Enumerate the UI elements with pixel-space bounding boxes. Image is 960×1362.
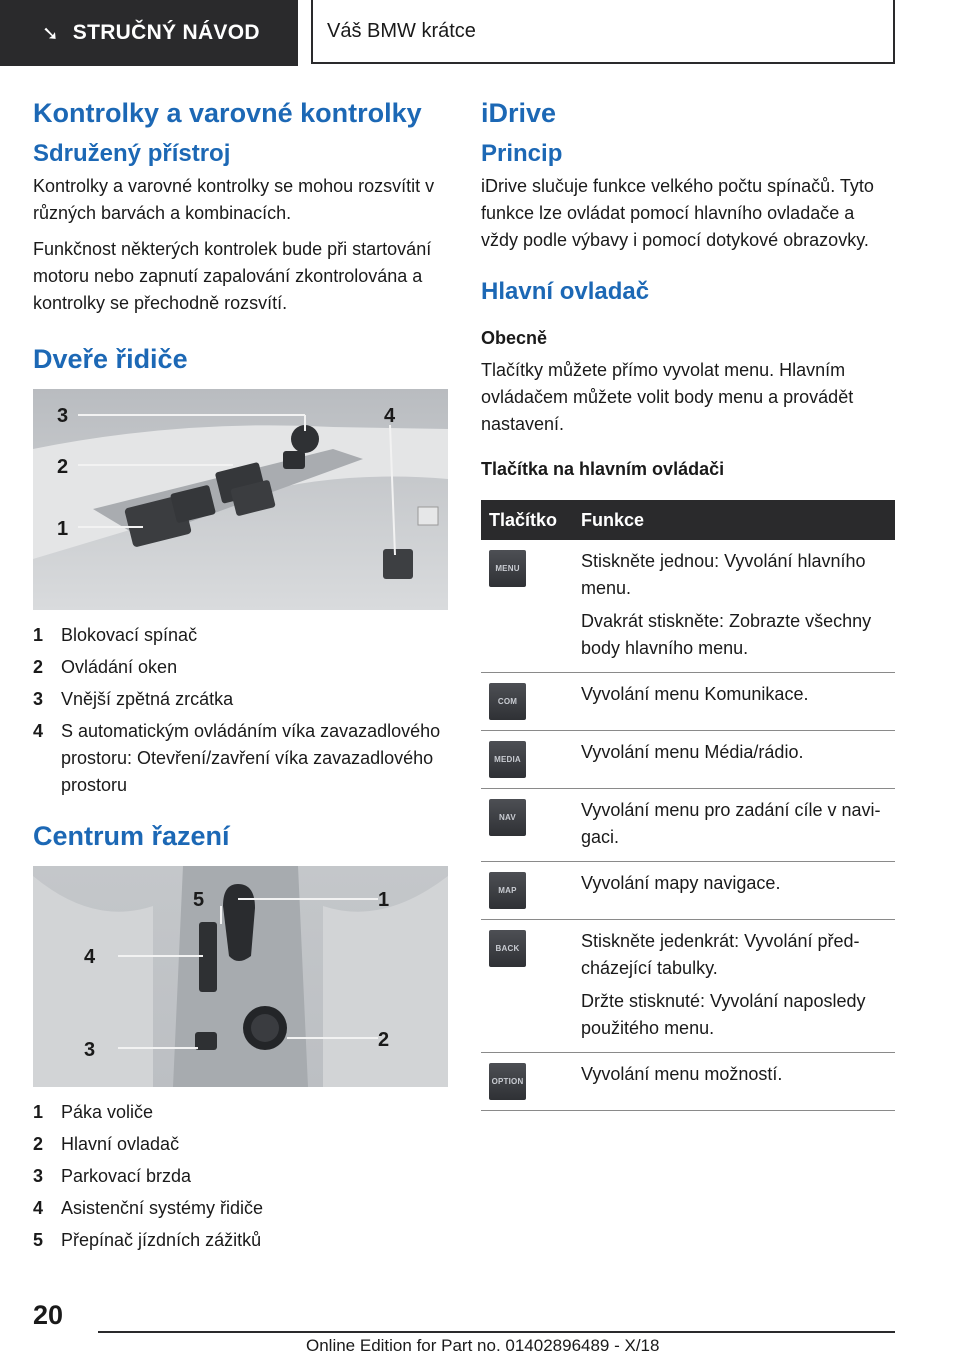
legend-item [33,718,448,799]
table-header-row [481,500,895,540]
legend-text: Přepínač jízdních zážitků [61,1230,262,1250]
left-column [33,96,448,1259]
button-cell [481,673,573,731]
function-cell [573,862,895,920]
section-title: Kontrolky a varovné kontrolky [33,98,422,128]
center-callout-1: 1 [378,889,390,911]
legend-number: 4 [33,1198,44,1218]
idrive-title: iDrive [481,98,557,128]
shift-center-legend [33,1099,448,1254]
principle-title: Princip [481,140,563,167]
legend-number: 4 [33,721,44,741]
general-title: Obecně [481,328,548,348]
button-cell [481,789,573,862]
back-button-icon: BACK [489,930,526,967]
legend-item [33,1131,448,1158]
function-cell [573,789,895,862]
footer-divider [98,1331,895,1333]
button-cell [481,1053,573,1111]
table-row [481,920,895,1053]
map-button-icon: MAP [489,872,526,909]
door-callout-4: 4 [384,405,396,427]
door-callout-3: 3 [57,405,69,427]
legend-number: 3 [33,689,44,709]
legend-number: 2 [33,1134,44,1154]
function-text: Stiskněte jedenkrát: Vyvolání předcházející tabulky. [581,931,860,978]
legend-item [33,1099,448,1126]
page-header [0,0,960,66]
button-cell [481,862,573,920]
legend-text: S automatickým ovládáním víka zavazadlového prostoru: Otevření/zavření víka zavazadlového prostoru [61,721,441,795]
general-text: Tlačítky můžete přímo vyvolat menu. Hlavním ovládačem můžete volit body menu a provádět nastavení. [481,360,854,434]
door-title: Dveře řidiče [33,344,188,374]
legend-item [33,622,448,649]
pin-icon: ➘ [42,22,59,45]
legend-number: 3 [33,1166,44,1186]
legend-text: Blokovací spínač [61,625,198,645]
media-button-icon: MEDIA [489,741,526,778]
door-legend [33,622,448,799]
driver-door-illustration [33,389,448,610]
door-callout-2: 2 [57,456,69,478]
function-cell [573,1053,895,1111]
function-text: Stiskněte jednou: Vyvolání hlavního menu. [581,551,866,598]
table-row [481,862,895,920]
legend-text: Páka voliče [61,1102,154,1122]
function-text: Vyvolání menu Komunikace. [581,684,809,704]
table-row [481,540,895,673]
legend-text: Ovládání oken [61,657,178,677]
legend-text: Hlavní ovladač [61,1134,180,1154]
principle-text: iDrive slučuje funkce velkého počtu spínačů. Tyto funkce lze ovládat pomocí hlavního ovladače a vždy podle výbavy i pomocí dotykové obrazovky. [481,176,874,250]
center-callout-2: 2 [378,1029,390,1051]
legend-number: 2 [33,657,44,677]
legend-item [33,1227,448,1254]
table-row [481,1053,895,1111]
com-button-icon: COM [489,683,526,720]
shift-center-title: Centrum řazení [33,821,230,851]
legend-text: Parkovací brzda [61,1166,192,1186]
edition-text: Online Edition for Part no. 01402896489 - X/18 [306,1336,660,1355]
table-row [481,731,895,789]
table-row [481,789,895,862]
legend-number: 1 [33,1102,44,1122]
legend-text: Vnější zpětná zrcátka [61,689,234,709]
function-text: Vyvolání mapy navigace. [581,873,781,893]
center-callout-3: 3 [84,1039,96,1061]
section-label: STRUČNÝ NÁVOD [72,21,260,44]
function-text: Vyvolání menu Média/rádio. [581,742,804,762]
col-header-button: Tlačítko [481,500,573,540]
legend-number: 1 [33,625,44,645]
function-cell [573,920,895,1053]
legend-item [33,1195,448,1222]
legend-item [33,686,448,713]
function-cell [573,673,895,731]
legend-text: Asistenční systémy řidiče [61,1198,264,1218]
subsection-title: Sdružený přístroj [33,140,231,167]
center-callout-4: 4 [84,946,96,968]
menu-button-icon: MENU [489,550,526,587]
function-text: Vyvolání menu pro zadání cíle v navigaci. [581,800,881,847]
function-cell [573,731,895,789]
center-callout-5: 5 [193,889,205,911]
function-cell [573,540,895,673]
paragraph: Kontrolky a varovné kontrolky se mohou rozsvítit v různých barvách a kombinacích. [33,176,435,223]
nav-button-icon: NAV [489,799,526,836]
paragraph: Funkčnost některých kontrolek bude při startování motoru nebo zapnutí zapalování zkontrolována a kontrolky se přechodně rozsvítí. [33,239,432,313]
legend-number: 5 [33,1230,44,1250]
col-header-function: Funkce [573,500,895,540]
button-cell [481,540,573,673]
shift-center-illustration [33,866,448,1087]
controller-buttons-table [481,500,895,1111]
door-callout-1: 1 [57,518,69,540]
function-text: Držte stisknuté: Vyvolání naposledy použitého menu. [581,991,866,1038]
legend-item [33,654,448,681]
function-text: Vyvolání menu možností. [581,1064,783,1084]
chapter-title: Váš BMW krátce [311,0,895,64]
page-number: 20 [33,1300,64,1330]
section-tab [0,0,298,66]
legend-item [33,1163,448,1190]
controller-title: Hlavní ovladač [481,278,650,305]
button-cell [481,731,573,789]
buttons-title: Tlačítka na hlavním ovládači [481,459,725,479]
right-column [481,96,895,1111]
button-cell [481,920,573,1053]
function-text: Dvakrát stiskněte: Zobrazte všechny body hlavního menu. [581,611,872,658]
option-button-icon: OPTION [489,1063,526,1100]
table-row [481,673,895,731]
